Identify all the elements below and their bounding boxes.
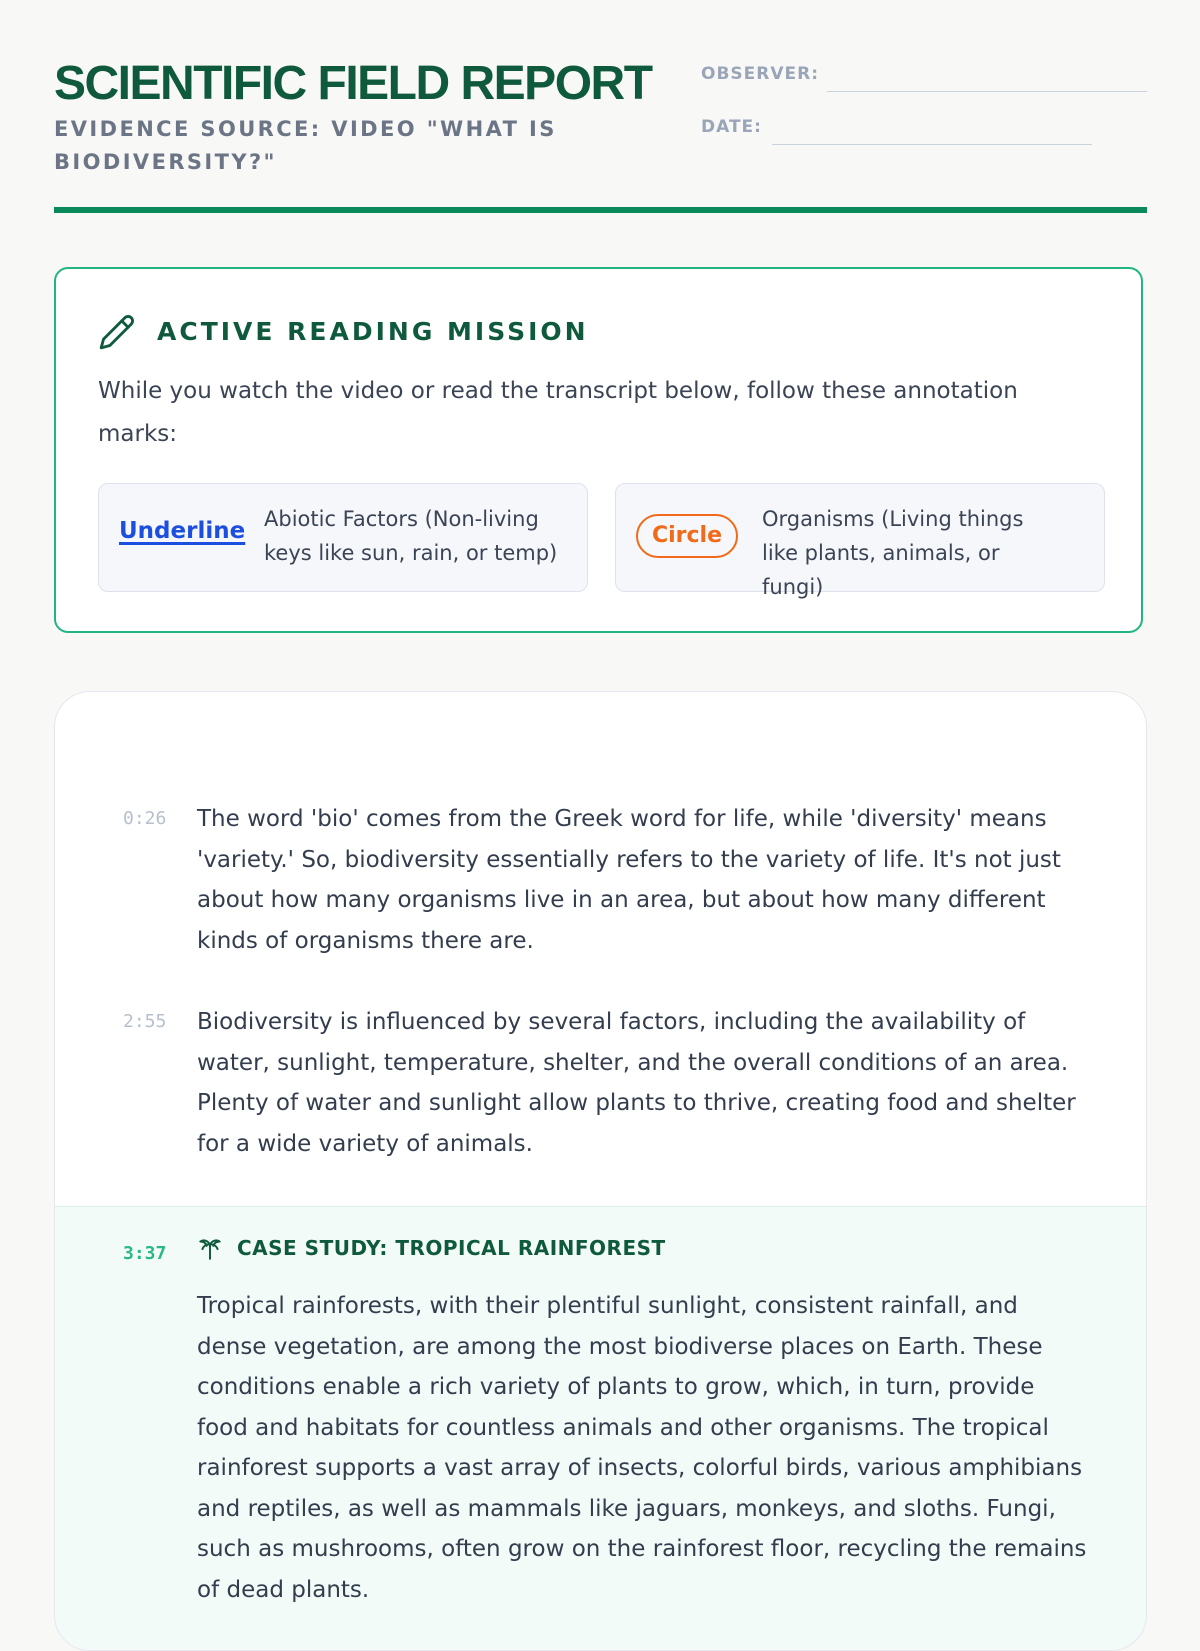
case-study-section [55,1206,1146,1651]
case-study-title: CASE STUDY: TROPICAL RAINFOREST [237,1236,666,1260]
evidence-source: EVIDENCE SOURCE: VIDEO "WHAT IS BIODIVERSITY?" [54,117,557,174]
underline-description: Abiotic Factors (Non-living keys like sun, rain, or temp) [264,507,558,565]
underline-key-card [98,483,588,592]
transcript-paragraph: The word 'bio' comes from the Greek word for life, while 'diversity' means 'variety.' So, biodiversity essentially refers to the variety of life. It's not just about how many organisms live in an area, but about how many different kinds of organisms there are. [197,806,1061,954]
mission-title: ACTIVE READING MISSION [157,317,589,346]
active-reading-mission [54,267,1143,633]
case-study-timestamp: 3:37 [123,1243,167,1264]
palm-tree-icon [197,1235,223,1261]
observer-field[interactable] [827,91,1147,92]
transcript-paragraph: Biodiversity is influenced by several factors, including the availability of water, sunlight, temperature, shelter, and the overall conditions of an area. Plenty of water and sunlight allow plants to thrive, creating food and shelter for a wide variety of animals. [197,1009,1076,1157]
circle-description: Organisms (Living things like plants, animals, or fungi) [762,507,1024,599]
report-title: SCIENTIFIC FIELD REPORT [54,57,652,110]
header-divider [54,207,1147,213]
circle-key-card [615,483,1105,599]
date-field[interactable] [772,144,1092,145]
underline-mark: Underline [119,518,246,544]
date-label: DATE: [701,117,762,137]
observer-label: OBSERVER: [701,64,820,84]
pencil-icon [98,313,136,351]
case-study-paragraph: Tropical rainforests, with their plentiful sunlight, consistent rainfall, and dense vegetation, are among the most biodiverse places on Earth. These conditions enable a rich variety of plants to grow, which, in turn, provide food and habitats for countless animals and other organisms. The tropical rainforest supports a vast array of insects, colorful birds, various amphibians and reptiles, as well as mammals like jaguars, monkeys, and sloths. Fungi, such as mushrooms, often grow on the rainforest floor, recycling the remains of dead plants. [197,1293,1087,1603]
timestamp: 0:26 [123,808,167,829]
mission-instructions: While you watch the video or read the transcript below, follow these annotation marks: [98,378,1018,447]
transcript-panel [54,691,1147,1651]
timestamp: 2:55 [123,1011,167,1032]
circle-mark: Circle [636,514,738,558]
